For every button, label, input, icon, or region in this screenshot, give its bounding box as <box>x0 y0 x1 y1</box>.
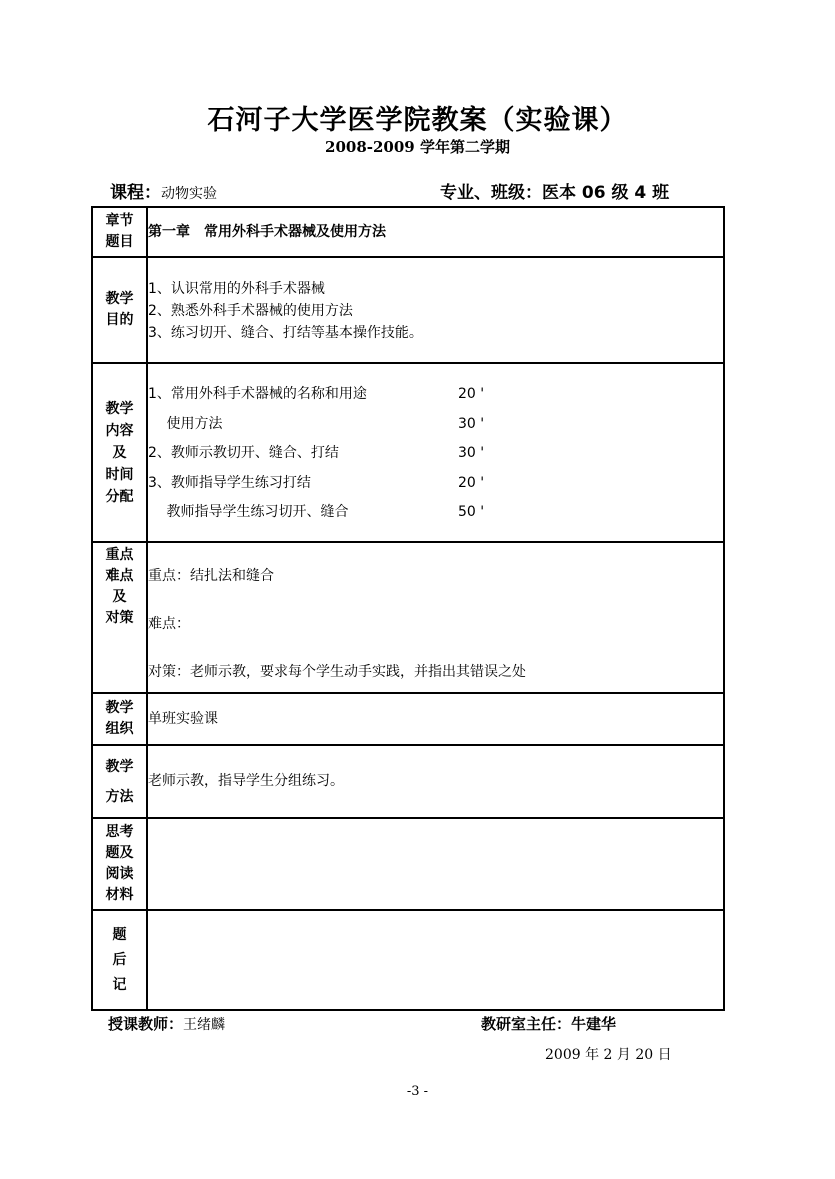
director-line <box>481 1013 616 1034</box>
content-item <box>148 468 723 498</box>
row-content <box>92 363 724 542</box>
content-item <box>148 409 723 439</box>
head-line: 教学 <box>105 291 134 307</box>
lesson-plan-table <box>91 206 725 1011</box>
postscript-cell <box>147 910 724 1010</box>
head-line: 思考 <box>105 824 134 840</box>
content-text: 使用方法 <box>148 415 223 432</box>
head-line: 后 <box>112 951 127 968</box>
head-line: 时间 <box>105 466 134 483</box>
content-cell <box>147 363 724 542</box>
strategy-text: 对策：老师示教，要求每个学生动手实践，并指出其错误之处 <box>148 664 526 680</box>
content-item <box>148 439 723 469</box>
teacher-line <box>108 1013 225 1034</box>
head-line: 难点 <box>105 568 134 584</box>
row-reading <box>92 818 724 910</box>
head-line: 记 <box>112 976 127 993</box>
head-line: 题及 <box>105 845 134 861</box>
organization-cell <box>147 693 724 745</box>
key-points-head <box>92 542 147 693</box>
method-cell <box>147 745 724 818</box>
head-line: 教学 <box>105 700 134 716</box>
reading-cell <box>147 818 724 910</box>
organization-head <box>92 693 147 745</box>
head-line: 题目 <box>105 234 134 250</box>
organization-text: 单班实验课 <box>148 710 218 727</box>
teacher-name: 王绪麟 <box>183 1017 226 1033</box>
row-objectives <box>92 257 724 363</box>
document-date: 2009 年 2 月 20 日 <box>545 1047 672 1063</box>
head-line: 阅读 <box>105 866 134 882</box>
content-text: 教师指导学生练习切开、缝合 <box>148 504 349 520</box>
major-label: 专业、班级： <box>440 183 542 203</box>
content-head <box>92 363 147 542</box>
director-label: 教研室主任： <box>481 1015 572 1033</box>
content-text: 3、教师指导学生练习打结 <box>148 474 311 491</box>
content-item <box>148 498 723 528</box>
row-organization <box>92 693 724 745</box>
row-key-points <box>92 542 724 693</box>
director-name: 牛建华 <box>571 1015 617 1033</box>
head-line: 重点 <box>105 547 134 563</box>
head-line: 方法 <box>105 788 134 805</box>
content-time: 30 ' <box>458 445 485 461</box>
head-line: 分配 <box>105 488 134 505</box>
course-line <box>110 178 217 203</box>
objective-item: 2、熟悉外科手术器械的使用方法 <box>148 303 353 319</box>
page-number: -3 - <box>406 1084 429 1099</box>
teacher-label: 授课教师： <box>108 1015 184 1033</box>
row-postscript <box>92 910 724 1010</box>
head-line: 目的 <box>105 312 134 328</box>
head-line: 及 <box>112 589 127 605</box>
head-line: 对策 <box>105 610 134 626</box>
content-time: 20 ' <box>458 386 485 402</box>
objective-item: 3、练习切开、缝合、打结等基本操作技能。 <box>148 325 423 341</box>
semester-subtitle: 2008-2009 学年第二学期 <box>325 138 510 156</box>
objectives-cell <box>147 257 724 363</box>
postscript-head <box>92 910 147 1010</box>
chapter-title: 第一章 常用外科手术器械及使用方法 <box>148 223 386 240</box>
major-value: 医本 06 级 4 班 <box>542 183 670 203</box>
major-class-line <box>440 178 669 203</box>
objective-item: 1、认识常用的外科手术器械 <box>148 281 325 297</box>
head-line: 章节 <box>105 213 134 229</box>
content-item <box>148 380 723 410</box>
chapter-head <box>92 207 147 257</box>
focus-text: 重点：结扎法和缝合 <box>148 568 274 584</box>
difficulty-text: 难点： <box>148 616 190 632</box>
head-line: 教学 <box>105 758 134 775</box>
head-line: 组织 <box>105 721 134 737</box>
content-time: 20 ' <box>458 474 485 491</box>
course-value: 动物实验 <box>161 186 217 202</box>
content-text: 2、教师示教切开、缝合、打结 <box>148 445 339 461</box>
head-line: 教学 <box>105 400 134 417</box>
content-time: 30 ' <box>458 415 485 432</box>
head-line: 题 <box>112 926 127 943</box>
page-title: 石河子大学医学院教案（实验课） <box>207 105 628 136</box>
head-line: 内容 <box>105 422 134 439</box>
content-time: 50 ' <box>458 504 485 520</box>
method-text: 老师示教，指导学生分组练习。 <box>148 773 344 789</box>
row-chapter <box>92 207 724 257</box>
objectives-head <box>92 257 147 363</box>
head-line: 及 <box>112 444 127 461</box>
head-line: 材料 <box>105 887 134 903</box>
course-label: 课程： <box>110 183 161 203</box>
key-points-cell <box>147 542 724 693</box>
row-method <box>92 745 724 818</box>
content-text: 1、常用外科手术器械的名称和用途 <box>148 386 367 402</box>
method-head <box>92 745 147 818</box>
reading-head <box>92 818 147 910</box>
chapter-cell <box>147 207 724 257</box>
